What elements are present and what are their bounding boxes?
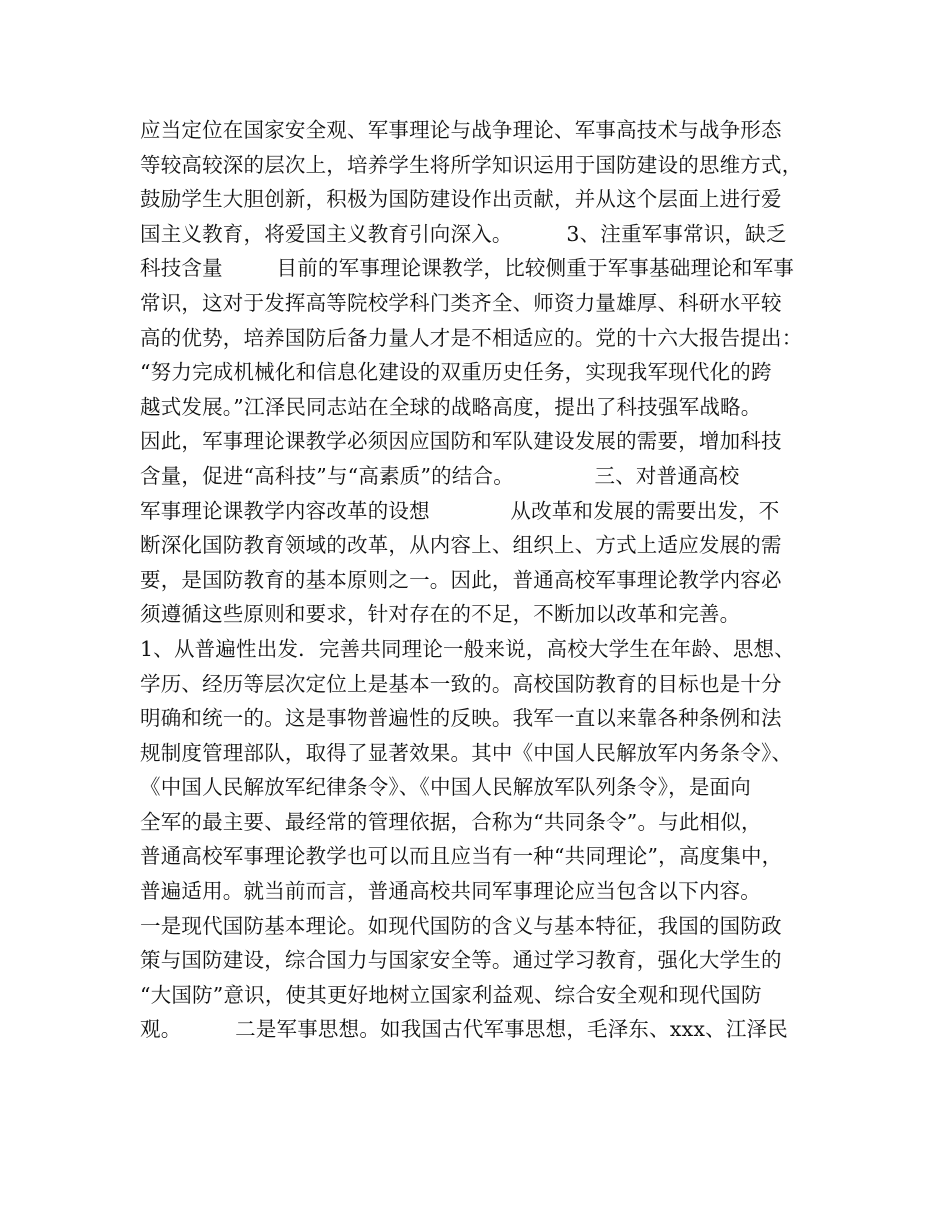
- text-line: 观。 二是军事思想。如我国古代军事思想，毛泽东、xxx、江泽民: [140, 1017, 788, 1042]
- text-line: 策与国防建设，综合国力与国家安全等。通过学习教育，强化大学生的: [140, 948, 782, 973]
- body-text: [140, 113, 840, 1047]
- text-line: 《中国人民解放军纪律条令》、《中国人民解放军队列条令》，是面向: [140, 775, 751, 800]
- text-line: 1、从普遍性出发．完善共同理论一般来说，高校大学生在年龄、思想、: [140, 636, 795, 661]
- text-line: 常识，这对于发挥高等院校学科门类齐全、师资力量雄厚、科研水平较: [140, 290, 782, 315]
- text-line: 要，是国防教育的基本原则之一。因此，普通高校军事理论教学内容必: [140, 567, 782, 592]
- text-line: 鼓励学生大胆创新，积极为国防建设作出贡献，并从这个层面上进行爱: [140, 187, 782, 212]
- text-line: 国主义教育，将爱国主义教育引向深入。 3、注重军事常识，缺乏: [140, 221, 787, 246]
- text-line: 普遍适用。就当前而言，普通高校共同军事理论应当包含以下内容。: [140, 879, 761, 904]
- text-line: 全军的最主要、最经常的管理依据，合称为“共同条令”。与此相似，: [140, 809, 762, 834]
- text-line: 高的优势，培养国防后备力量人才是不相适应的。党的十六大报告提出：: [140, 325, 803, 350]
- text-line: 普通高校军事理论教学也可以而且应当有一种“共同理论”，高度集中，: [140, 844, 783, 869]
- text-line: 因此，军事理论课教学必须因应国防和军队建设发展的需要，增加科技: [140, 429, 782, 454]
- text-line: “努力完成机械化和信息化建设的双重历史任务，实现我军现代化的跨: [140, 360, 772, 385]
- text-line: 一是现代国防基本理论。如现代国防的含义与基本特征，我国的国防政: [140, 913, 782, 938]
- text-line: 断深化国防教育领域的改革，从内容上、组织上、方式上适应发展的需: [140, 533, 782, 558]
- text-line: 等较高较深的层次上，培养学生将所学知识运用于国防建设的思维方式，: [140, 152, 803, 177]
- text-line: 规制度管理部队，取得了显著效果。其中《中国人民解放军内务条令》、: [140, 740, 793, 765]
- text-line: 科技含量 目前的军事理论课教学，比较侧重于军事基础理论和军事: [140, 256, 795, 281]
- text-line: 须遵循这些原则和要求，针对存在的不足，不断加以改革和完善。: [140, 602, 741, 627]
- text-line: 明确和统一的。这是事物普遍性的反映。我军一直以来靠各种条例和法: [140, 706, 782, 731]
- text-line: “大国防”意识，使其更好地树立国家利益观、综合安全观和现代国防: [140, 982, 762, 1007]
- text-line: 含量，促进“高科技”与“高素质”的结合。 三、对普通高校: [140, 463, 740, 488]
- text-line: 应当定位在国家安全观、军事理论与战争理论、军事高技术与战争形态: [140, 118, 782, 142]
- text-line: 学历、经历等层次定位上是基本一致的。高校国防教育的目标也是十分: [140, 671, 782, 696]
- text-line: 军事理论课教学内容改革的设想 从改革和发展的需要出发，不: [140, 498, 780, 523]
- text-line: 越式发展。”江泽民同志站在全球的战略高度，提出了科技强军战略。: [140, 394, 762, 419]
